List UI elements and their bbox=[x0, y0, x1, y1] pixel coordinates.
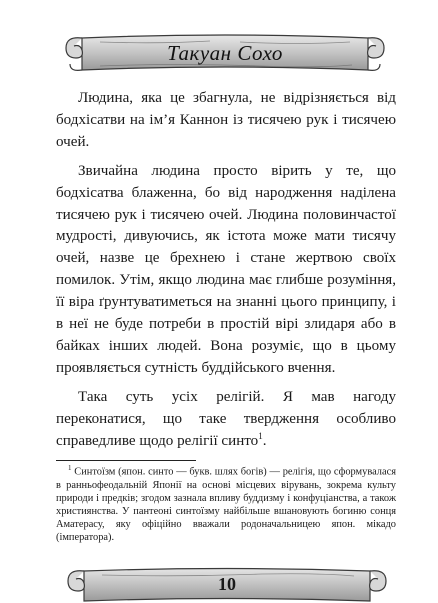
footer-scroll-banner bbox=[62, 565, 392, 603]
page-number: 10 bbox=[218, 574, 236, 594]
main-text bbox=[56, 88, 396, 460]
running-head: Такуан Сохо bbox=[167, 41, 283, 65]
footnote-marker: 1 bbox=[68, 464, 72, 472]
paragraph-text: Така суть усіх релігій. Я мав нагоду переконатися, що таке твердження особливо справедливе щодо релігії синто bbox=[56, 388, 396, 449]
header-scroll-banner bbox=[60, 30, 390, 76]
footnote-divider bbox=[56, 460, 196, 461]
paragraph: Людина, яка це збагнула, не відрізняється від бодхісатви на ім’я Каннон із тисячею рук і тисячею очей. bbox=[56, 90, 396, 150]
footnote-reference: 1 bbox=[258, 430, 263, 441]
footnote bbox=[56, 462, 396, 544]
footnote-text: Синтоїзм (япон. синто — букв. шлях богів) — релігія, що сформувалася в ранньофеодальній Японії на основі місцевих вірувань, зокрема культу природи і предків; згодом зазнала впливу буддизму і конфуціанства, а також християнства. У пантеоні синтоїзму найбільше вшановують богиню сонця Аматерасу, яку офіційно вважали родоначальницею япон. мікадо (імператора). bbox=[56, 466, 396, 543]
paragraph: Звичайна людина просто вірить у те, що бодхісатва блаженна, бо від народження наділена тисячею рук і тисячею очей. Людина половинчастої мудрості, дивуючись, як істота може мати тисячу очей, назве це брехнею і стане жертвою своїх помилок. Утім, якщо людина має глибше розуміння, її віра ґрунтуватиметься на знанні цього принципу, і в неї не буде потреби в простій вірі злидаря або в байках інших людей. Вона розуміє, що в цьому проявляється сутність буддійського вчення. bbox=[56, 162, 396, 376]
paragraph: Така суть усіх релігій. Я мав нагоду переконатися, що таке твердження особливо справедливе щодо релігії синто$^1$. bbox=[56, 388, 396, 449]
